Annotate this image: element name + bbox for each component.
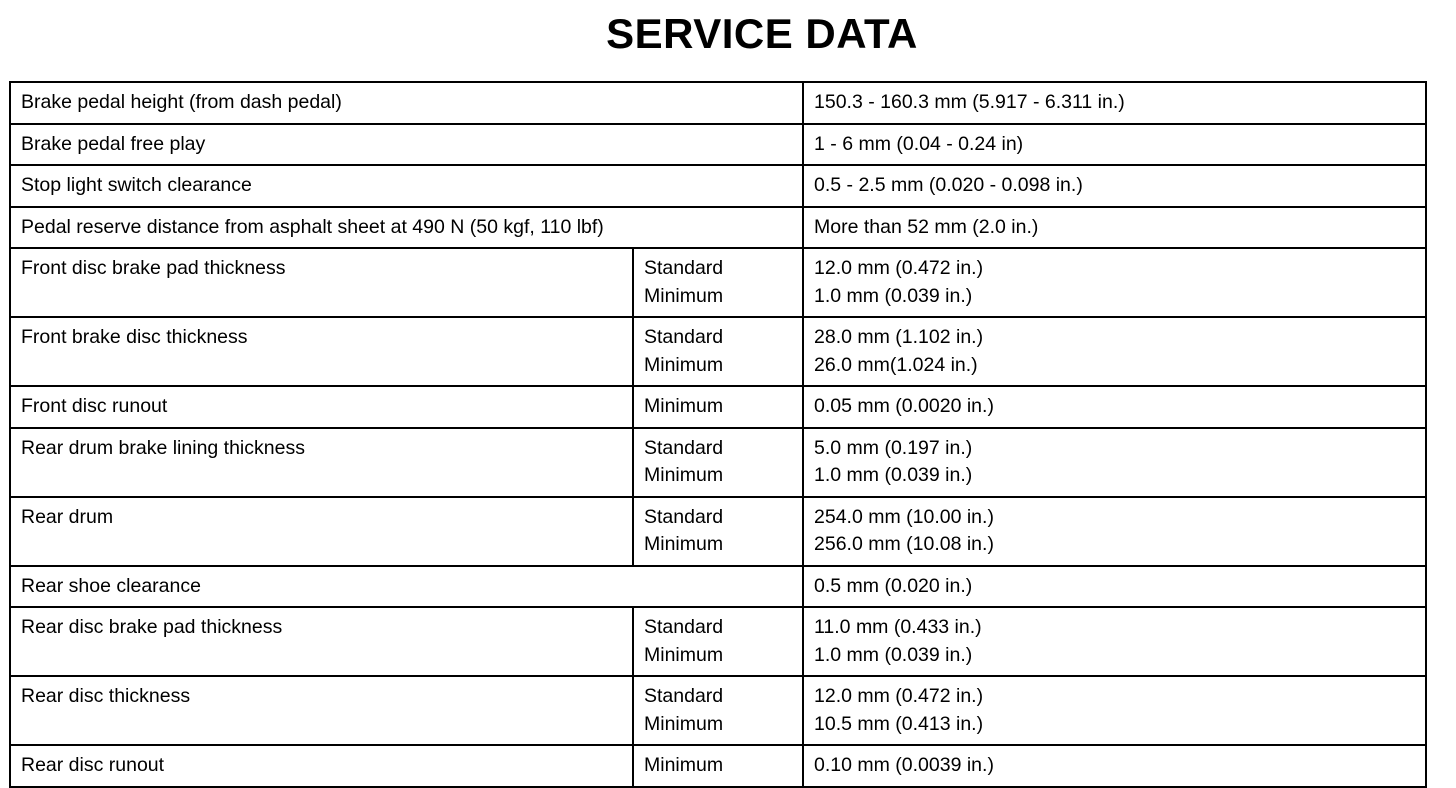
spec-item-label: Rear shoe clearance: [21, 574, 201, 597]
page-title: SERVICE DATA: [606, 10, 918, 57]
spec-value: 26.0 mm(1.024 in.): [814, 353, 978, 376]
table-row: [10, 207, 1426, 249]
table-row: [10, 124, 1426, 166]
spec-condition-label: Standard: [644, 616, 724, 638]
spec-item-label: Rear drum brake lining thickness: [21, 436, 305, 459]
spec-condition-label: Minimum: [644, 464, 724, 486]
spec-value: 0.5 mm (0.020 in.): [814, 574, 973, 597]
table-row: [10, 165, 1426, 207]
spec-item-cell: [10, 386, 633, 428]
spec-value-cell: [803, 497, 1426, 566]
spec-value-cell: [803, 386, 1426, 428]
spec-item-cell: [10, 428, 633, 497]
table-row: [10, 317, 1426, 386]
table-row: [10, 676, 1426, 745]
spec-condition-label: Standard: [644, 257, 724, 279]
table-row: [10, 566, 1426, 608]
spec-item-cell: [10, 82, 803, 124]
spec-value: 0.05 mm (0.0020 in.): [814, 395, 994, 417]
spec-condition-label: Minimum: [644, 533, 724, 555]
spec-value-cell: [803, 317, 1426, 386]
spec-item-cell: [10, 676, 633, 745]
spec-condition-label: Minimum: [644, 712, 724, 735]
spec-condition-label: Minimum: [644, 754, 724, 776]
spec-item-label: Pedal reserve distance from asphalt sheet at 490 N (50 kgf, 110 lbf): [21, 215, 604, 238]
spec-condition-cell: [633, 745, 803, 787]
spec-value: 12.0 mm (0.472 in.): [814, 685, 984, 707]
spec-value-cell: [803, 207, 1426, 249]
spec-value: 254.0 mm (10.00 in.): [814, 505, 994, 528]
spec-condition-cell: [633, 248, 803, 317]
spec-item-label: Rear disc thickness: [21, 685, 191, 707]
spec-condition-label: Minimum: [644, 284, 724, 307]
spec-item-cell: [10, 497, 633, 566]
spec-item-label: Rear disc brake pad thickness: [21, 616, 283, 638]
spec-value: 1 - 6 mm (0.04 - 0.24 in): [814, 132, 1024, 155]
spec-value: 1.0 mm (0.039 in.): [814, 284, 973, 307]
table-row: [10, 82, 1426, 124]
spec-value: 28.0 mm (1.102 in.): [814, 326, 984, 348]
table-row: [10, 745, 1426, 787]
service-data-table: [9, 81, 1427, 788]
spec-condition-label: Standard: [644, 326, 724, 348]
spec-condition-cell: [633, 676, 803, 745]
spec-condition-label: Minimum: [644, 643, 724, 666]
spec-value-cell: [803, 165, 1426, 207]
spec-condition-label: Standard: [644, 436, 724, 459]
spec-item-cell: [10, 207, 803, 249]
spec-value-cell: [803, 566, 1426, 608]
spec-item-label: Front disc runout: [21, 395, 168, 417]
spec-condition-label: Standard: [644, 685, 724, 707]
spec-value-cell: [803, 82, 1426, 124]
spec-value: 5.0 mm (0.197 in.): [814, 436, 973, 459]
spec-condition-cell: [633, 497, 803, 566]
spec-value-cell: [803, 607, 1426, 676]
spec-item-label: Rear drum: [21, 505, 114, 528]
spec-condition-cell: [633, 317, 803, 386]
table-row: [10, 386, 1426, 428]
spec-value: 0.5 - 2.5 mm (0.020 - 0.098 in.): [814, 174, 1083, 196]
table-row: [10, 428, 1426, 497]
spec-item-cell: [10, 317, 633, 386]
spec-item-label: Front disc brake pad thickness: [21, 257, 286, 279]
spec-item-cell: [10, 566, 803, 608]
spec-item-label: Brake pedal height (from dash pedal): [21, 91, 342, 113]
spec-value: 0.10 mm (0.0039 in.): [814, 754, 994, 776]
spec-value: 150.3 - 160.3 mm (5.917 - 6.311 in.): [814, 91, 1125, 113]
spec-value: 10.5 mm (0.413 in.): [814, 712, 984, 735]
spec-value: More than 52 mm (2.0 in.): [814, 215, 1039, 238]
spec-item-cell: [10, 248, 633, 317]
spec-condition-cell: [633, 386, 803, 428]
spec-condition-cell: [633, 428, 803, 497]
service-data-body: [10, 82, 1426, 787]
spec-item-label: Rear disc runout: [21, 754, 165, 776]
spec-item-label: Stop light switch clearance: [21, 174, 252, 196]
spec-value: 1.0 mm (0.039 in.): [814, 643, 973, 666]
spec-value-cell: [803, 428, 1426, 497]
spec-item-cell: [10, 124, 803, 166]
table-row: [10, 497, 1426, 566]
spec-condition-label: Minimum: [644, 395, 724, 417]
spec-item-cell: [10, 745, 633, 787]
spec-item-cell: [10, 165, 803, 207]
spec-value-cell: [803, 124, 1426, 166]
spec-condition-label: Standard: [644, 505, 724, 528]
spec-value-cell: [803, 676, 1426, 745]
spec-value: 12.0 mm (0.472 in.): [814, 257, 984, 279]
spec-value-cell: [803, 745, 1426, 787]
spec-condition-label: Minimum: [644, 353, 724, 376]
spec-value: 1.0 mm (0.039 in.): [814, 464, 973, 486]
spec-value-cell: [803, 248, 1426, 317]
spec-value: 256.0 mm (10.08 in.): [814, 533, 994, 555]
table-row: [10, 248, 1426, 317]
spec-value: 11.0 mm (0.433 in.): [814, 616, 982, 638]
spec-item-label: Brake pedal free play: [21, 132, 206, 155]
spec-item-label: Front brake disc thickness: [21, 326, 248, 348]
spec-condition-cell: [633, 607, 803, 676]
table-row: [10, 607, 1426, 676]
spec-item-cell: [10, 607, 633, 676]
